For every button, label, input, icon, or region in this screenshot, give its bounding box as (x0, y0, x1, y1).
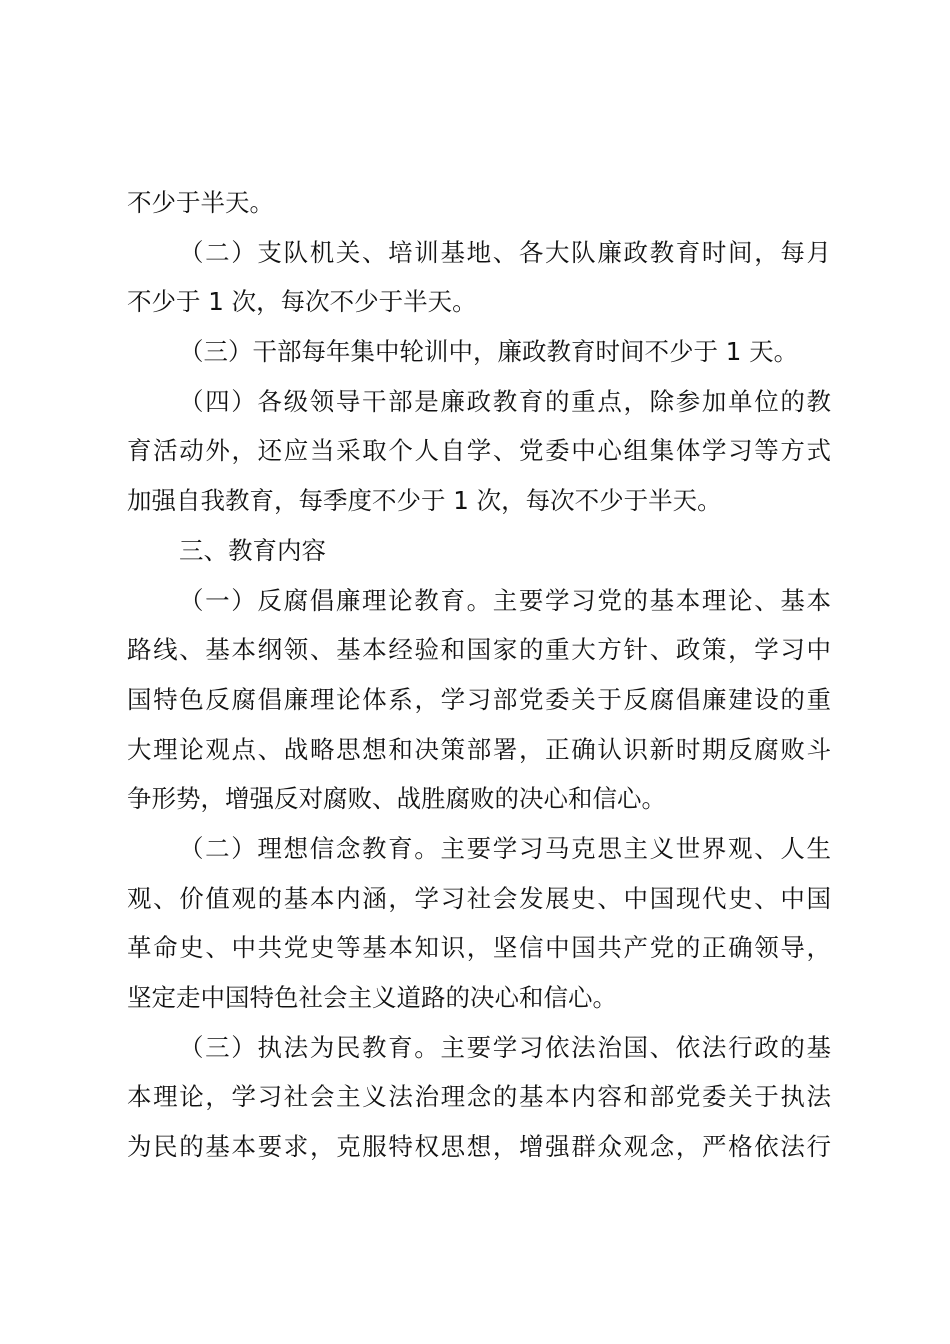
paragraph-line: （一）反腐倡廉理论教育。主要学习党的基本理论、基本 (179, 585, 831, 615)
paragraph-line: 不少于半天。 (127, 188, 274, 217)
paragraph-line: （二）理想信念教育。主要学习马克思主义世界观、人生 (179, 833, 831, 863)
paragraph-line: 本理论，学习社会主义法治理念的基本内容和部党委关于执法 (127, 1082, 831, 1112)
paragraph-line: （二）支队机关、培训基地、各大队廉政教育时间，每月 (179, 237, 831, 267)
section-heading: 三、教育内容 (179, 535, 326, 565)
paragraph-line: （三）执法为民教育。主要学习依法治国、依法行政的基 (179, 1032, 831, 1062)
document-body (127, 178, 831, 1172)
paragraph-line: 为民的基本要求，克服特权思想，增强群众观念，严格依法行 (127, 1132, 831, 1162)
paragraph-line: （三）干部每年集中轮训中，廉政教育时间不少于 1 天。 (179, 337, 799, 367)
paragraph-line: 观、价值观的基本内涵，学习社会发展史、中国现代史、中国 (127, 883, 831, 913)
paragraph-line: 加强自我教育，每季度不少于 1 次，每次不少于半天。 (127, 486, 722, 516)
paragraph-line: 革命史、中共党史等基本知识，坚信中国共产党的正确领导， (127, 933, 831, 963)
paragraph-line: 大理论观点、战略思想和决策部署，正确认识新时期反腐败斗 (127, 734, 831, 764)
paragraph-line: 路线、基本纲领、基本经验和国家的重大方针、政策，学习中 (127, 635, 831, 665)
paragraph-line: 坚定走中国特色社会主义道路的决心和信心。 (127, 983, 617, 1012)
paragraph-line: 争形势，增强反对腐败、战胜腐败的决心和信心。 (127, 784, 666, 814)
paragraph-line: 育活动外，还应当采取个人自学、党委中心组集体学习等方式 (127, 436, 831, 466)
paragraph-line: 国特色反腐倡廉理论体系，学习部党委关于反腐倡廉建设的重 (127, 684, 831, 714)
paragraph-line: （四）各级领导干部是廉政教育的重点，除参加单位的教 (179, 386, 831, 416)
paragraph-line: 不少于 1 次，每次不少于半天。 (127, 287, 477, 317)
